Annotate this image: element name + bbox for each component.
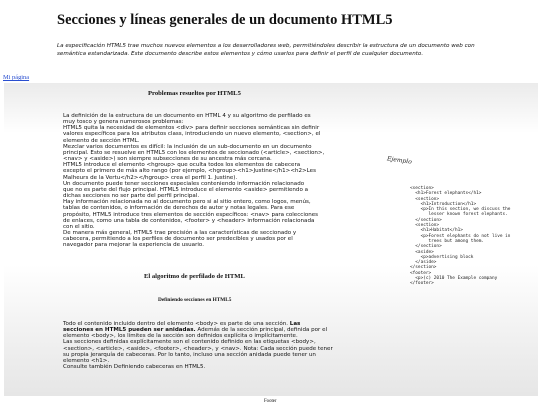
- paragraph-line: La definición de la estructura de un documento en HTML 4 y su algoritmo de perfilado es: [63, 113, 311, 119]
- aside-example-label: Ejemplo: [386, 155, 413, 166]
- page-subtitle: La especificación HTML5 trae muchos nuevos elementos a los desarrolladores web, permitiéndoles describir la estructura de un documento web con semántica estandarizada. Este documento describe estos elementos y cómo usarlos para definir el perfil de cualquier documento.: [57, 43, 475, 57]
- nav-link-mi-pagina[interactable]: Mi página: [3, 74, 30, 81]
- paragraph-line: propósito, HTML5 introduce tres elementos de sección específicos: <nav> para colecciones: [63, 211, 319, 218]
- code-line: lesser known forest elephants.: [410, 212, 508, 218]
- paragraph-line: muy tosco y genera numerosos problemas:: [63, 119, 184, 126]
- paragraph-line: Un documento puede tener secciones especiales conteniendo información relacionado: [63, 180, 305, 187]
- code-line: <h1>Forest elephants</h1>: [410, 191, 482, 197]
- page-header: [0, 0, 540, 74]
- paragraph-line: excepto el primero de más alto rango (por ejemplo, <hgroup><h1>Justine</h1><h2>Les: [63, 168, 316, 175]
- code-line: <p>advertising block: [410, 254, 474, 260]
- code-line: trees but among them.: [410, 238, 485, 244]
- code-line: <footer>: [410, 270, 432, 276]
- paragraph-line: valores específicos para los atributos class, introduciendo un nuevo elemento, <section>, el: [63, 131, 321, 138]
- code-line: <section>: [410, 223, 440, 229]
- code-line: </section>: [410, 265, 437, 271]
- paragraph-line: elemento de sección HTML.: [63, 137, 140, 144]
- paragraph-line: principal. Esto se resuelve en HTML5 con los elementos de seccionado (<article>, <section>,: [63, 149, 325, 156]
- paragraph-line: elemento <h1>.: [63, 357, 110, 364]
- code-example: [410, 186, 510, 287]
- page-title: Secciones y líneas generales de un documento HTML5: [57, 12, 393, 28]
- section-subheading-definiendo: Definiendo secciones en HTML5: [158, 297, 232, 303]
- section-body-definiendo: [63, 321, 385, 370]
- section-body-problemas: [63, 113, 381, 248]
- paragraph-line: cabecera, permitiendo a los perfiles de documento ser predecibles y usados por el: [63, 236, 293, 243]
- paragraph-line: De manera más general, HTML5 trae precisión a las características de seccionado y: [63, 229, 297, 236]
- code-line: <section>: [410, 186, 434, 191]
- paragraph-line: de enlaces, como una tabla de contenidos, <footer> y <header> información relacionada: [63, 217, 315, 224]
- paragraph-line: Todo el contenido incluido dentro del elemento <body> es parte de una sección. Las: [63, 321, 301, 327]
- paragraph-line: tablas de contenidos, o información de derechos de autor y notas legales. Para ese: [63, 205, 295, 212]
- paragraph-line: <nav> y <aside>) son siempre subsecciones de su ancestra más cercana.: [63, 156, 272, 163]
- paragraph-line: con el sitio.: [63, 223, 95, 230]
- code-line: </section>: [410, 217, 442, 223]
- paragraph-line: HTML5 quita la necesidad de elementos <div> para definir secciones semánticas sin definir: [63, 125, 320, 132]
- code-line: <p>Forest elephants do not live in: [410, 233, 511, 239]
- code-line: </aside>: [410, 260, 437, 266]
- section-heading-problemas: Problemas resueltos por HTML5: [148, 90, 241, 97]
- code-line: <aside>: [410, 249, 434, 255]
- paragraph-line: que no es parte del flujo principal. HTML5 introduce el elemento <aside> permitiendo a: [63, 186, 309, 193]
- paragraph-line: Hay información relacionada no al documento pero si al sitio entero, como logos, menús,: [63, 199, 311, 206]
- code-line: </section>: [410, 244, 442, 250]
- paragraph-line: Mezclar varios documentos es difícil: la inclusión de un sub-documento en un documento: [63, 143, 312, 150]
- code-line: <h1>Habitat</h1>: [410, 228, 463, 234]
- paragraph-line: elemento <body>, los límites de la sección son definidos explícita o implícitamente.: [63, 333, 298, 340]
- code-line: <p>In this section, we discuss the: [410, 207, 511, 213]
- paragraph-line: Las secciones definidas explícitamente son el contenido definido en las etiquetas <body>,: [63, 339, 316, 346]
- paragraph-line: HTML5 introduce el elemento <hgroup> que oculta todos los elementos de cabecera: [63, 162, 301, 169]
- paragraph-line: su propia jerarquía de cabeceras. Por lo tanto, incluso una sección anidada puede tener un: [63, 351, 316, 358]
- section-heading-algoritmo: El algoritmo de perfilado de HTML: [144, 273, 245, 280]
- paragraph-line: <section>, <article>, <aside>, <footer>, <header>, y <nav>. Nota: Cada sección puede tener: [63, 345, 333, 352]
- paragraph-line: Consulte también Definiendo cabeceras en HTML5.: [63, 364, 206, 371]
- paragraph-line: Malheurs de la Vertu</h2></hgroup> crea el perfil 1. Justine).: [63, 174, 238, 181]
- page-footer: Footer: [264, 399, 277, 404]
- code-line: <h1>Introduction</h1>: [410, 201, 477, 207]
- paragraph-line: dichas secciones no ser parte del perfil principal.: [63, 193, 200, 200]
- code-line: <p>(c) 2010 The Example company: [410, 276, 498, 282]
- paragraph-line: secciones en HTML5 pueden ser anidadas. Además de la sección principal, definida por el: [63, 327, 328, 334]
- paragraph-line: navegador para mejorar la experiencia de usuario.: [63, 242, 204, 249]
- code-line: </footer>: [410, 281, 434, 287]
- code-line: <section>: [410, 196, 440, 202]
